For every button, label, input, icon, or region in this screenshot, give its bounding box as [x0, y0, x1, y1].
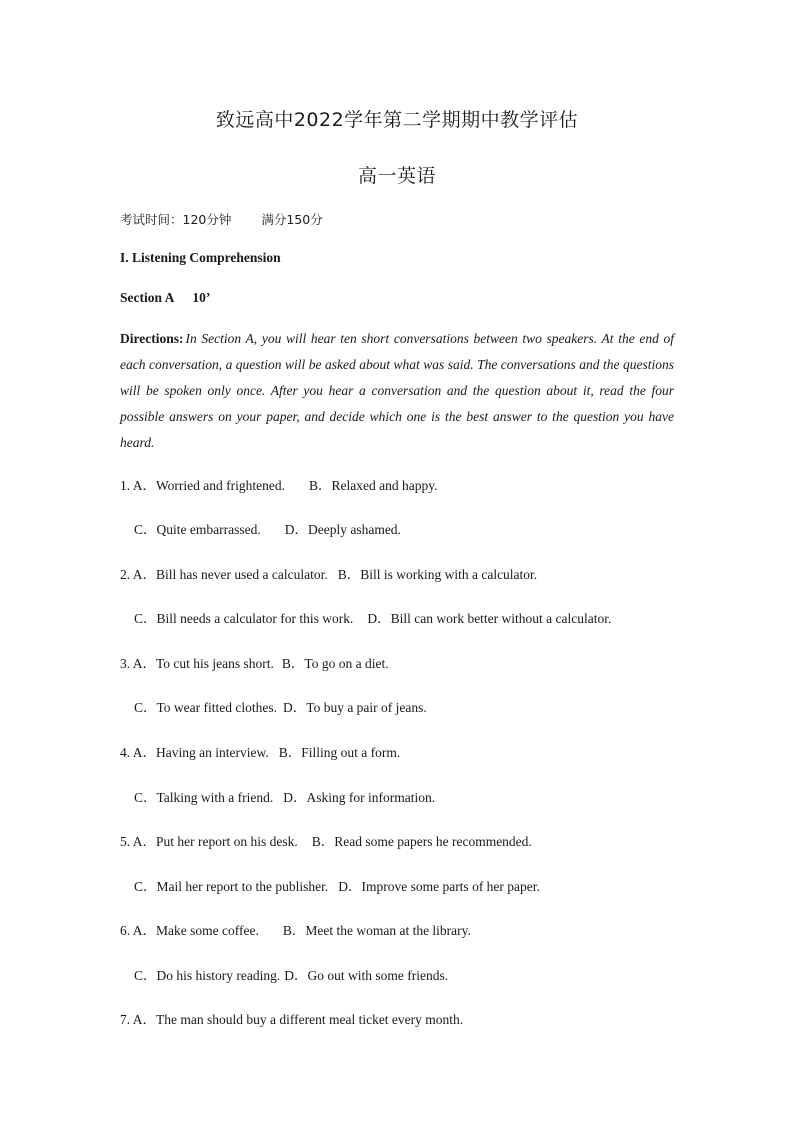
- question-3-row-1: [120, 652, 389, 672]
- question-1-option-c: C．Quite embarrassed.: [134, 522, 261, 537]
- question-4-option-b: B．Filling out a form.: [278, 745, 401, 760]
- question-6-row-2: [134, 964, 448, 984]
- directions-text: In Section A, you will hear ten short conversations between two speakers. At the end of each conversation, a question will be asked about what was said. The conversations and the questions will be spoken only once. After you hear a conversation and the question about it, read the four possible answers on your paper, and decide which one is the best answer to the question you have heard.: [120, 331, 674, 450]
- subject-title: 高一英语: [357, 165, 436, 187]
- question-3-option-c: C．To wear fitted clothes.: [134, 700, 278, 715]
- exam-time: 考试时间：120分钟: [120, 212, 232, 227]
- question-6-option-c: C．Do his history reading.: [134, 968, 281, 983]
- question-2-option-b: B．Bill is working with a calculator.: [337, 567, 538, 582]
- question-6-option-a: 6. A．Make some coffee.: [120, 923, 259, 938]
- question-1-row-1: [120, 474, 437, 494]
- question-5-option-a: 5. A．Put her report on his desk.: [120, 834, 298, 849]
- question-2-row-1: [120, 563, 537, 583]
- question-6-option-d: D．Go out with some friends.: [284, 968, 449, 983]
- question-1-option-b: B．Relaxed and happy.: [309, 478, 438, 493]
- question-3-option-b: B．To go on a diet.: [281, 656, 389, 671]
- question-3-option-a: 3. A．To cut his jeans short.: [120, 656, 274, 671]
- question-4-row-2: [134, 786, 435, 806]
- question-1-row-2: [134, 518, 401, 538]
- question-4-option-d: D．Asking for information.: [283, 790, 436, 805]
- section-name: Section A: [120, 290, 175, 305]
- section-heading: [120, 290, 210, 306]
- question-6-row-1: [120, 919, 471, 939]
- question-2-option-c: C．Bill needs a calculator for this work.: [134, 611, 354, 626]
- question-5-option-d: D．Improve some parts of her paper.: [338, 879, 540, 894]
- question-1-option-a: 1. A．Worried and frightened.: [120, 478, 285, 493]
- question-2-option-a: 2. A．Bill has never used a calculator.: [120, 567, 328, 582]
- question-7-option-a: 7. A．The man should buy a different meal ticket every month.: [120, 1012, 464, 1027]
- question-5-row-2: [134, 875, 540, 895]
- question-3-row-2: [134, 696, 427, 716]
- question-6-option-b: B．Meet the woman at the library.: [282, 923, 471, 938]
- question-5-option-c: C．Mail her report to the publisher.: [134, 879, 329, 894]
- exam-title: 致远高中2022学年第二学期期中教学评估: [215, 109, 579, 131]
- section-points: 10’: [192, 290, 211, 305]
- question-2-option-d: D．Bill can work better without a calculator.: [367, 611, 612, 626]
- question-4-row-1: [120, 741, 400, 761]
- question-2-row-2: [134, 607, 611, 627]
- question-7-row-1: [120, 1008, 463, 1028]
- exam-score: 满分150分: [261, 212, 323, 227]
- question-4-option-c: C．Talking with a friend.: [134, 790, 274, 805]
- directions: [120, 326, 674, 456]
- question-5-option-b: B．Read some papers he recommended.: [311, 834, 532, 849]
- part-title: I. Listening Comprehension: [120, 250, 281, 265]
- question-5-row-1: [120, 830, 532, 850]
- question-3-option-d: D．To buy a pair of jeans.: [283, 700, 427, 715]
- question-4-option-a: 4. A．Having an interview.: [120, 745, 269, 760]
- question-1-option-d: D．Deeply ashamed.: [284, 522, 401, 537]
- directions-label: Directions:: [120, 331, 184, 346]
- exam-meta: [120, 210, 323, 228]
